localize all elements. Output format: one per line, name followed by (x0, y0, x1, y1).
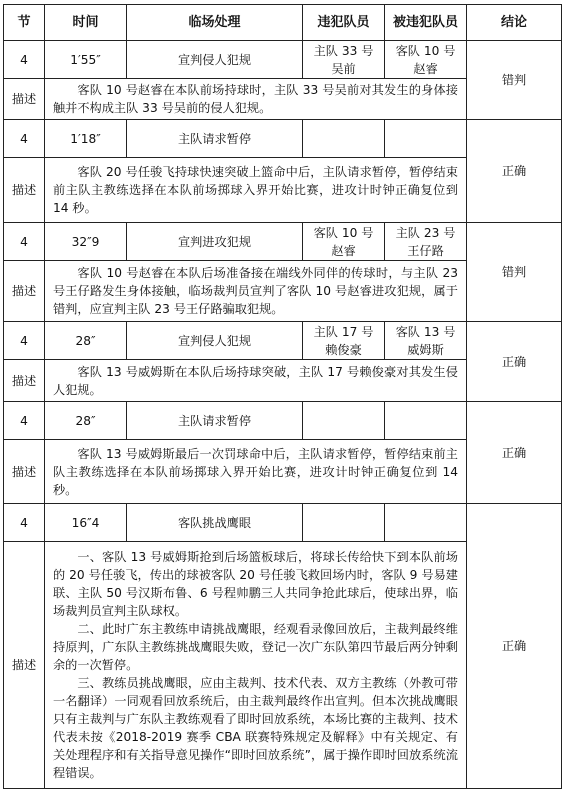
offender-cell (303, 504, 385, 542)
event-row (4, 322, 562, 360)
time-cell: 16″4 (45, 504, 127, 542)
description-label: 描述 (4, 440, 45, 504)
verdict-cell: 正确 (467, 120, 562, 223)
time-cell: 32″9 (45, 223, 127, 261)
description-paragraph: 客队 10 号赵睿在本队后场准备接在端线外同伴的传球时，与主队 23 号王仔路发生身体接触，临场裁判员宣判了客队 10 号赵睿进攻犯规，属于错判，应宣判主队 23 号王仔路骗取犯规。 (53, 266, 458, 316)
event-row (4, 41, 562, 79)
period-cell: 4 (4, 504, 45, 542)
action-cell: 宣判进攻犯规 (127, 223, 303, 261)
victim-cell (385, 504, 467, 542)
description-label: 描述 (4, 79, 45, 120)
description-label: 描述 (4, 542, 45, 789)
victim-cell (385, 402, 467, 440)
verdict-cell: 正确 (467, 504, 562, 789)
description-label: 描述 (4, 261, 45, 322)
description-cell (45, 440, 467, 504)
description-paragraph: 二、此时广东主教练申请挑战鹰眼，经观看录像回放后，主裁判最终维持原判，广东队主教练挑战鹰眼失败，登记一次广东队第四节最后两分钟剩余的一次暂停。 (53, 622, 458, 672)
event-row (4, 504, 562, 542)
victim-cell: 客队 10 号 赵睿 (385, 41, 467, 79)
event-row (4, 402, 562, 440)
header-action: 临场处理 (127, 5, 303, 41)
description-label: 描述 (4, 158, 45, 223)
event-row (4, 223, 562, 261)
time-cell: 28″ (45, 402, 127, 440)
victim-cell: 客队 13 号 威姆斯 (385, 322, 467, 360)
header-offender: 违犯队员 (303, 5, 385, 41)
period-cell: 4 (4, 41, 45, 79)
time-cell: 28″ (45, 322, 127, 360)
verdict-cell: 错判 (467, 223, 562, 322)
time-cell: 1′55″ (45, 41, 127, 79)
description-paragraph: 客队 20 号任骏飞持球快速突破上篮命中后，主队请求暂停，暂停结束前主队主教练选择在本队前场掷球入界开始比赛，进攻计时钟正确复位到 14 秒。 (53, 165, 458, 215)
verdict-cell: 错判 (467, 41, 562, 120)
header-row (4, 5, 562, 41)
header-period: 节 (4, 5, 45, 41)
victim-cell (385, 120, 467, 158)
description-paragraph: 客队 13 号威姆斯最后一次罚球命中后，主队请求暂停，暂停结束前主队主教练选择在本队前场掷球入界开始比赛，进攻计时钟正确复位到 14 秒。 (53, 446, 458, 497)
offender-cell: 主队 33 号 吴前 (303, 41, 385, 79)
action-cell: 宣判侵人犯规 (127, 322, 303, 360)
offender-cell: 客队 10 号 赵睿 (303, 223, 385, 261)
header-victim: 被违犯队员 (385, 5, 467, 41)
description-cell (45, 158, 467, 223)
description-paragraph: 客队 13 号威姆斯在本队后场持球突破，主队 17 号赖俊豪对其发生侵人犯规。 (53, 364, 458, 397)
period-cell: 4 (4, 402, 45, 440)
description-paragraph: 三、教练员挑战鹰眼，应由主裁判、技术代表、双方主教练（外教可带一名翻译）一同观看回放系统后，由主裁判最终作出宣判。但本次挑战鹰眼只有主裁判与广东队主教练观看了即时回放系统，本场比赛的主裁判、技术代表未按《2018-2019 赛季 CBA 联赛特殊规定及解释》中有关规定、有关处理程序和有关指导意见操作“即时回放系统”，属于操作即时回放系统流程错误。 (53, 676, 458, 780)
table-body (4, 41, 562, 789)
verdict-cell: 正确 (467, 322, 562, 402)
description-label: 描述 (4, 360, 45, 402)
description-cell (45, 79, 467, 120)
offender-cell: 主队 17 号 赖俊豪 (303, 322, 385, 360)
offender-cell (303, 120, 385, 158)
event-row (4, 120, 562, 158)
period-cell: 4 (4, 120, 45, 158)
time-cell: 1′18″ (45, 120, 127, 158)
description-cell (45, 360, 467, 402)
offender-cell (303, 402, 385, 440)
period-cell: 4 (4, 223, 45, 261)
header-time: 时间 (45, 5, 127, 41)
header-verdict: 结论 (467, 5, 562, 41)
action-cell: 主队请求暂停 (127, 120, 303, 158)
description-paragraph: 客队 10 号赵睿在本队前场持球时，主队 33 号吴前对其发生的身体接触并不构成主队 33 号吴前的侵人犯规。 (53, 83, 458, 115)
victim-cell: 主队 23 号 王仔路 (385, 223, 467, 261)
description-cell (45, 261, 467, 322)
verdict-cell: 正确 (467, 402, 562, 504)
description-paragraph: 一、客队 13 号威姆斯抢到后场篮板球后，将球长传给快下到本队前场的 20 号任骏飞，传出的球被客队 20 号任骏飞救回场内时，客队 9 号易建联、主队 50 号汉斯布鲁、6 号程帅鹏三人共同争抢此球后，使球出界，临场裁判员宣判主队球权。 (53, 550, 458, 618)
referee-review-table (3, 4, 562, 789)
action-cell: 客队挑战鹰眼 (127, 504, 303, 542)
action-cell: 主队请求暂停 (127, 402, 303, 440)
period-cell: 4 (4, 322, 45, 360)
description-cell (45, 542, 467, 789)
action-cell: 宣判侵人犯规 (127, 41, 303, 79)
